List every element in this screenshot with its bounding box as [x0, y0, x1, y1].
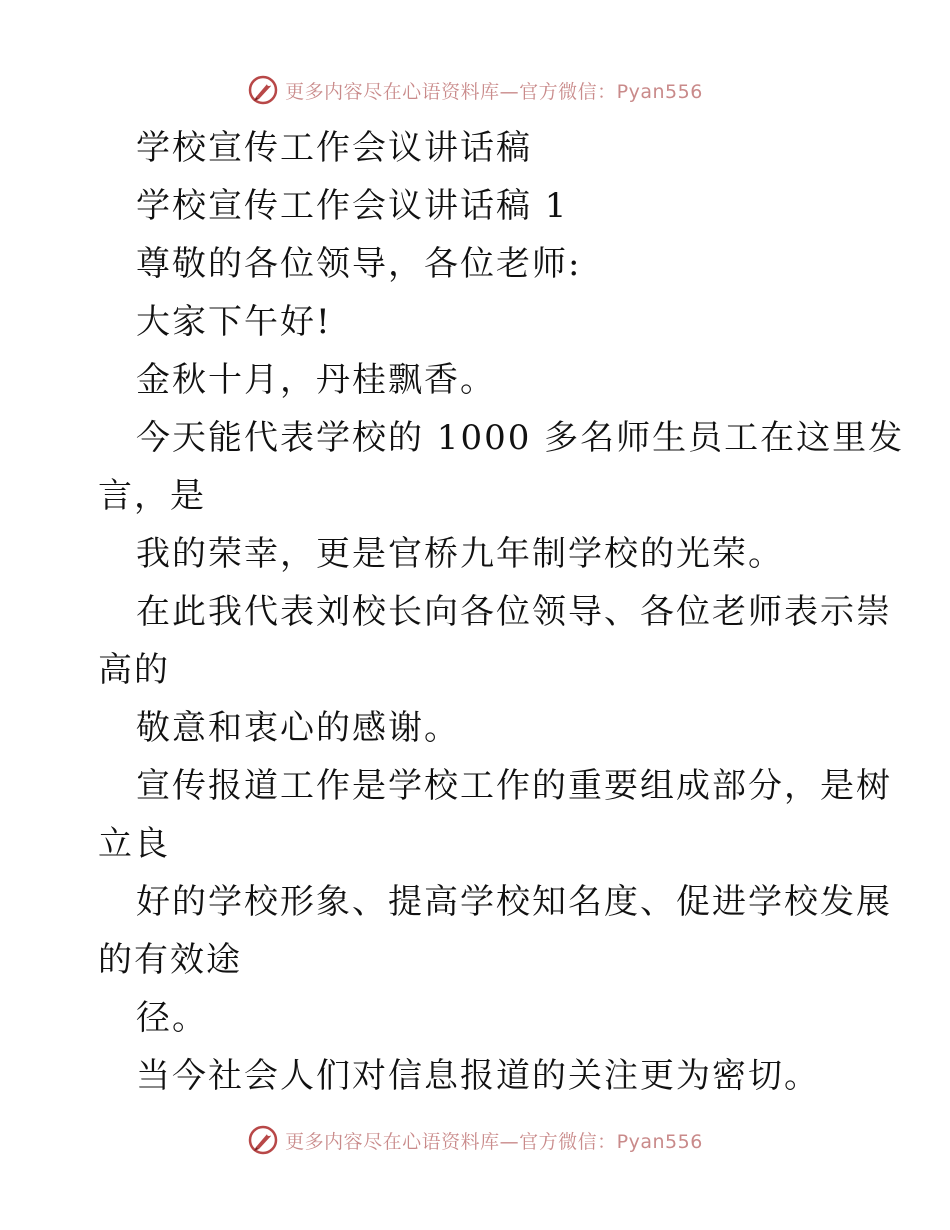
pen-logo-icon: [247, 74, 279, 106]
footer-watermark-text: 更多内容尽在心语资料库—官方微信：Pyan556: [285, 1130, 703, 1153]
paragraph-line: 高的: [98, 650, 170, 690]
pen-logo-icon: [247, 1124, 279, 1156]
paragraph-line: 径。: [136, 998, 208, 1038]
header-watermark-text: 更多内容尽在心语资料库—官方微信：Pyan556: [285, 80, 703, 103]
header-watermark: [0, 72, 950, 108]
paragraph-line: 今天能代表学校的 1000 多名师生员工在这里发: [136, 418, 905, 458]
paragraph-line: 我的荣幸，更是官桥九年制学校的光荣。: [136, 534, 784, 574]
paragraph-line: 立良: [98, 824, 170, 864]
paragraph-line: 在此我代表刘校长向各位领导、各位老师表示崇: [136, 592, 892, 632]
document-title: 学校宣传工作会议讲话稿: [136, 128, 532, 168]
footer-watermark: [0, 1122, 950, 1158]
paragraph-line: 言，是: [98, 476, 206, 516]
section-heading: 学校宣传工作会议讲话稿 1: [136, 186, 569, 226]
paragraph-line: 的有效途: [98, 940, 242, 980]
paragraph-line: 敬意和衷心的感谢。: [136, 708, 460, 748]
greeting: 大家下午好!: [136, 302, 332, 342]
paragraph-line: 金秋十月，丹桂飘香。: [136, 360, 496, 400]
paragraph-line: 宣传报道工作是学校工作的重要组成部分，是树: [136, 766, 892, 806]
paragraph-line: 好的学校形象、提高学校知名度、促进学校发展: [136, 882, 892, 922]
paragraph-line: 当今社会人们对信息报道的关注更为密切。: [136, 1056, 820, 1096]
salutation: 尊敬的各位领导，各位老师:: [136, 244, 582, 284]
